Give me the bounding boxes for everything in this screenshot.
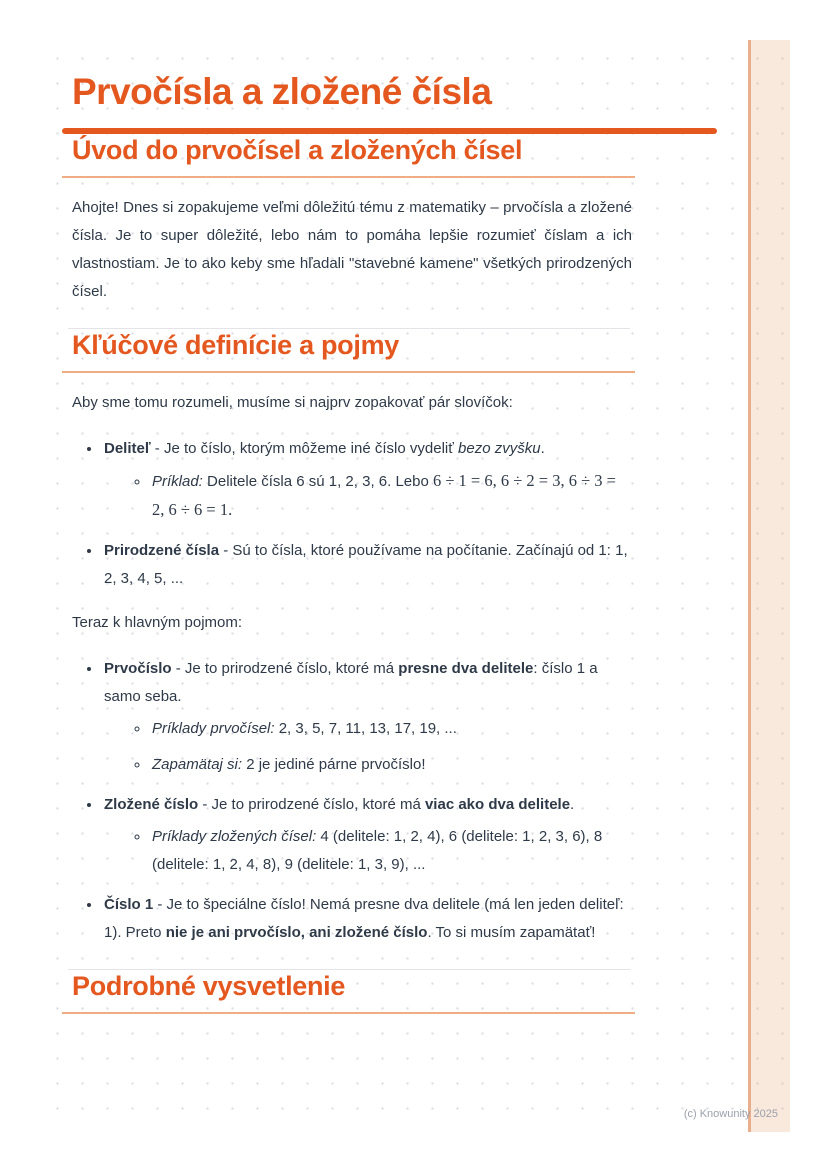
list-item-prirodzene-cisla	[102, 537, 632, 593]
section-heading-intro: Úvod do prvočísel a zložených čísel	[72, 135, 523, 165]
sub-list-item-zapamataj	[150, 751, 632, 779]
term-label: Číslo 1	[104, 896, 154, 913]
section-heading-definitions: Kľúčové definície a pojmy	[72, 330, 399, 360]
strong-text: presne dva delitele	[398, 660, 534, 677]
term-text: - Je to prirodzené číslo, ktoré má	[171, 660, 399, 677]
note-page-sheet	[38, 40, 790, 1132]
strong-text: viac ako dva delitele	[424, 796, 571, 813]
term-text: . To si musím zapamätať!	[427, 924, 596, 941]
term-text: - Je to špeciálne číslo! Nemá presne dva delitele (má len jeden deliteľ: 1). Preto	[104, 896, 624, 941]
term-label: Prirodzené čísla	[104, 542, 220, 559]
sub-item-label: Príklad:	[152, 473, 203, 490]
definitions-lead: Aby sme tomu rozumeli, musíme si najprv zopakovať pár slovíčok:	[72, 394, 513, 411]
sub-item-text: 2, 3, 5, 7, 11, 13, 17, 19, ...	[274, 720, 457, 737]
sub-list-item-priklady-prvocisel	[150, 715, 632, 743]
intro-paragraph: Ahojte! Dnes si zopakujeme veľmi dôležitú tému z matematiky – prvočísla a zložené čísla. Je to super dôležité, lebo nám to pomáha lepšie rozumieť číslam a ich vlastnostiam. Je to ako keby sme hľadali "stavebné kamene" všetkých prirodzených čísel.	[72, 199, 632, 300]
sub-item-label: Príklady prvočísel:	[152, 720, 275, 737]
term-text: - Je to číslo, ktorým môžeme iné číslo vydeliť	[150, 440, 459, 457]
strong-text: nie je ani prvočíslo, ani zložené číslo	[165, 924, 428, 941]
list-item-cislo-1	[102, 891, 632, 947]
term-label: Prvočíslo	[104, 660, 172, 677]
side-stripe	[748, 40, 790, 1132]
terms-list	[72, 655, 632, 947]
term-label: Deliteľ	[104, 440, 151, 457]
section-underline	[62, 1012, 635, 1014]
math-expression: 6 ÷ 1 = 6, 6 ÷ 2 = 3, 6 ÷ 3 = 2, 6 ÷ 6 = 1.	[152, 471, 616, 519]
emphasis-text: bezo zvyšku	[458, 440, 541, 457]
list-item-prvocislo	[102, 655, 632, 779]
term-text: .	[570, 796, 575, 813]
term-text: .	[540, 440, 545, 457]
section-underline	[62, 371, 635, 373]
sub-item-label: Príklady zložených čísel:	[152, 828, 317, 845]
sub-item-label: Zapamätaj si:	[152, 756, 243, 773]
page-title: Prvočísla a zložené čísla	[72, 71, 492, 112]
sub-list	[104, 467, 632, 525]
list-item-delitel	[102, 435, 632, 525]
term-text: - Sú to čísla, ktoré používame na počítanie. Začínajú od 1: 1, 2, 3, 4, 5, ...	[104, 542, 628, 587]
vocab-list	[72, 435, 632, 593]
sub-list-item-priklad	[150, 467, 632, 525]
sub-item-text: 4 (delitele: 1, 2, 4), 6 (delitele: 1, 2, 3, 6), 8 (delitele: 1, 2, 4, 8), 9 (delitele: 1, 3, 9), ...	[152, 828, 603, 873]
section-heading-detail: Podrobné vysvetlenie	[72, 971, 346, 1001]
page-content	[38, 40, 632, 1014]
sub-item-text: 2 je jediné párne prvočíslo!	[242, 756, 426, 773]
sub-list-item-priklady-zlozenych	[150, 823, 632, 879]
mid-note: Teraz k hlavným pojmom:	[72, 614, 243, 631]
section-underline	[62, 176, 635, 178]
term-text: - Je to prirodzené číslo, ktoré má	[198, 796, 425, 813]
term-text: : číslo 1 a samo seba.	[104, 660, 598, 705]
term-label: Zložené číslo	[104, 796, 199, 813]
footer-credit: (c) Knowunity 2025	[683, 1108, 778, 1120]
sub-item-text: Delitele čísla 6 sú 1, 2, 3, 6. Lebo	[202, 473, 433, 490]
sub-list	[104, 715, 632, 779]
list-item-zlozene-cislo	[102, 791, 632, 879]
sub-list	[104, 823, 632, 879]
